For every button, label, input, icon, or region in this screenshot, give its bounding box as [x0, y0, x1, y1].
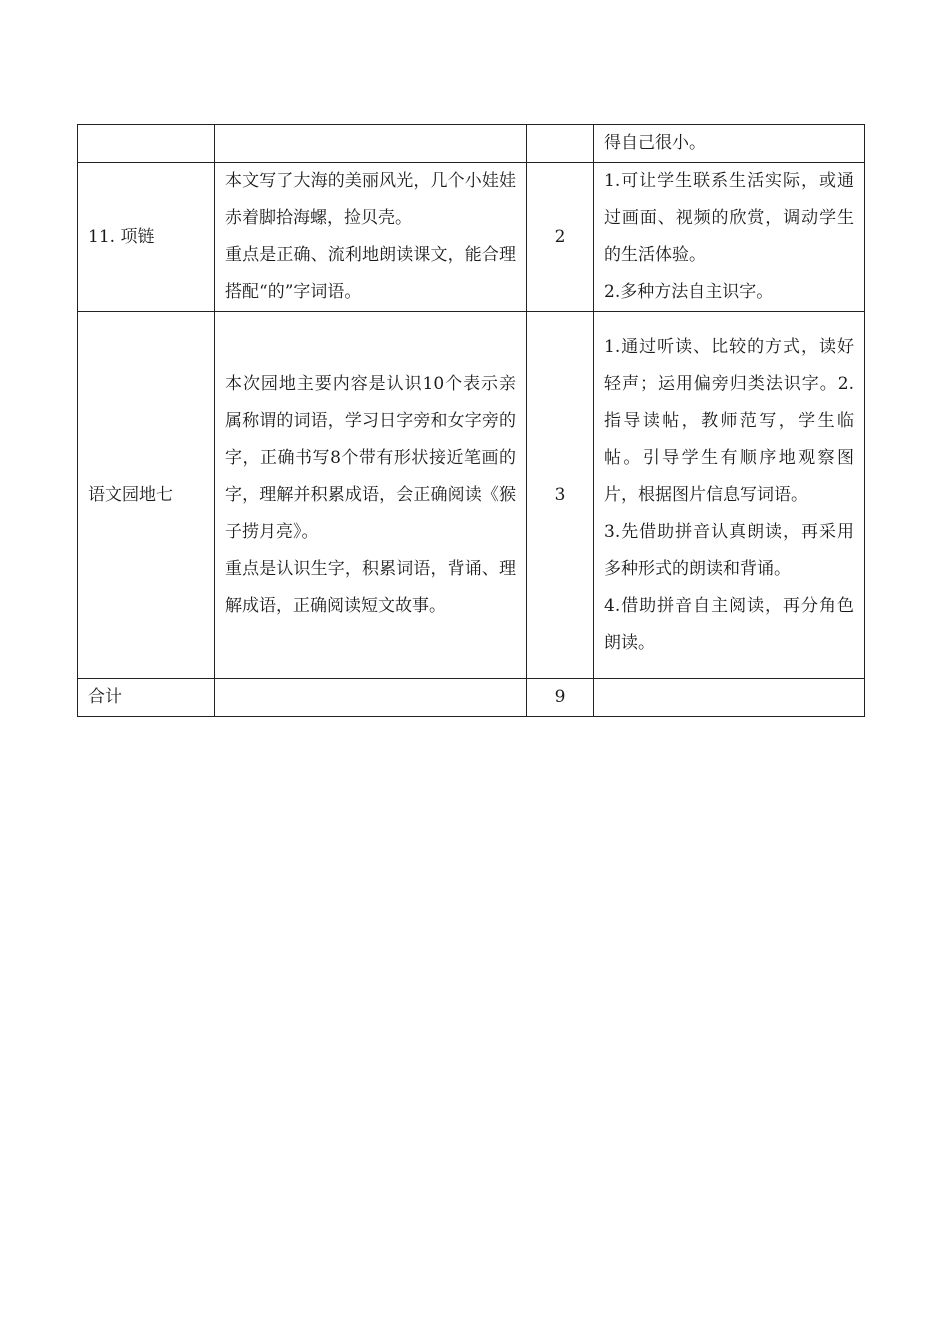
methods-text: 4.借助拼音自主阅读，再分角色朗读。	[604, 595, 854, 653]
content-text: 本文写了大海的美丽风光，几个小娃娃赤着脚拾海螺，捡贝壳。	[225, 171, 516, 228]
content-cell	[215, 125, 527, 163]
hours-cell: 3	[527, 312, 594, 679]
table-row	[78, 163, 865, 312]
table-row	[78, 125, 865, 163]
total-label-cell: 合计	[78, 679, 215, 717]
methods-text: 1.可让学生联系生活实际，或通过画面、视频的欣赏，调动学生的生活体验。	[604, 171, 854, 265]
content-text: 本次园地主要内容是认识10个表示亲属称谓的词语，学习日字旁和女字旁的字，正确书写8个带有形状接近笔画的字，理解并积累成语，会正确阅读《猴子捞月亮》。	[225, 373, 516, 542]
hours-cell: 2	[527, 163, 594, 312]
content-cell	[215, 163, 527, 312]
total-hours-cell: 9	[527, 679, 594, 717]
methods-text: 1.通过听读、比较的方式，读好轻声；运用偏旁归类法识字。2.指导读帖，教师范写，学生临帖。引导学生有顺序地观察图片，根据图片信息写词语。	[604, 336, 854, 505]
methods-cell	[594, 312, 865, 679]
lesson-cell: 11. 项链	[78, 163, 215, 312]
lesson-plan-table	[77, 124, 865, 717]
table-row	[78, 679, 865, 717]
content-cell	[215, 312, 527, 679]
methods-cell	[594, 679, 865, 717]
methods-text: 得自己很小。	[604, 133, 706, 153]
table-row	[78, 312, 865, 679]
lesson-cell	[78, 125, 215, 163]
content-text: 重点是认识生字，积累词语，背诵、理解成语，正确阅读短文故事。	[225, 558, 516, 616]
methods-text: 3.先借助拼音认真朗读，再采用多种形式的朗读和背诵。	[604, 521, 854, 579]
methods-text: 2.多种方法自主识字。	[604, 282, 774, 302]
hours-cell	[527, 125, 594, 163]
methods-cell	[594, 125, 865, 163]
content-cell	[215, 679, 527, 717]
content-text: 重点是正确、流利地朗读课文，能合理搭配“的”字词语。	[225, 245, 516, 302]
methods-cell	[594, 163, 865, 312]
lesson-cell: 语文园地七	[78, 312, 215, 679]
